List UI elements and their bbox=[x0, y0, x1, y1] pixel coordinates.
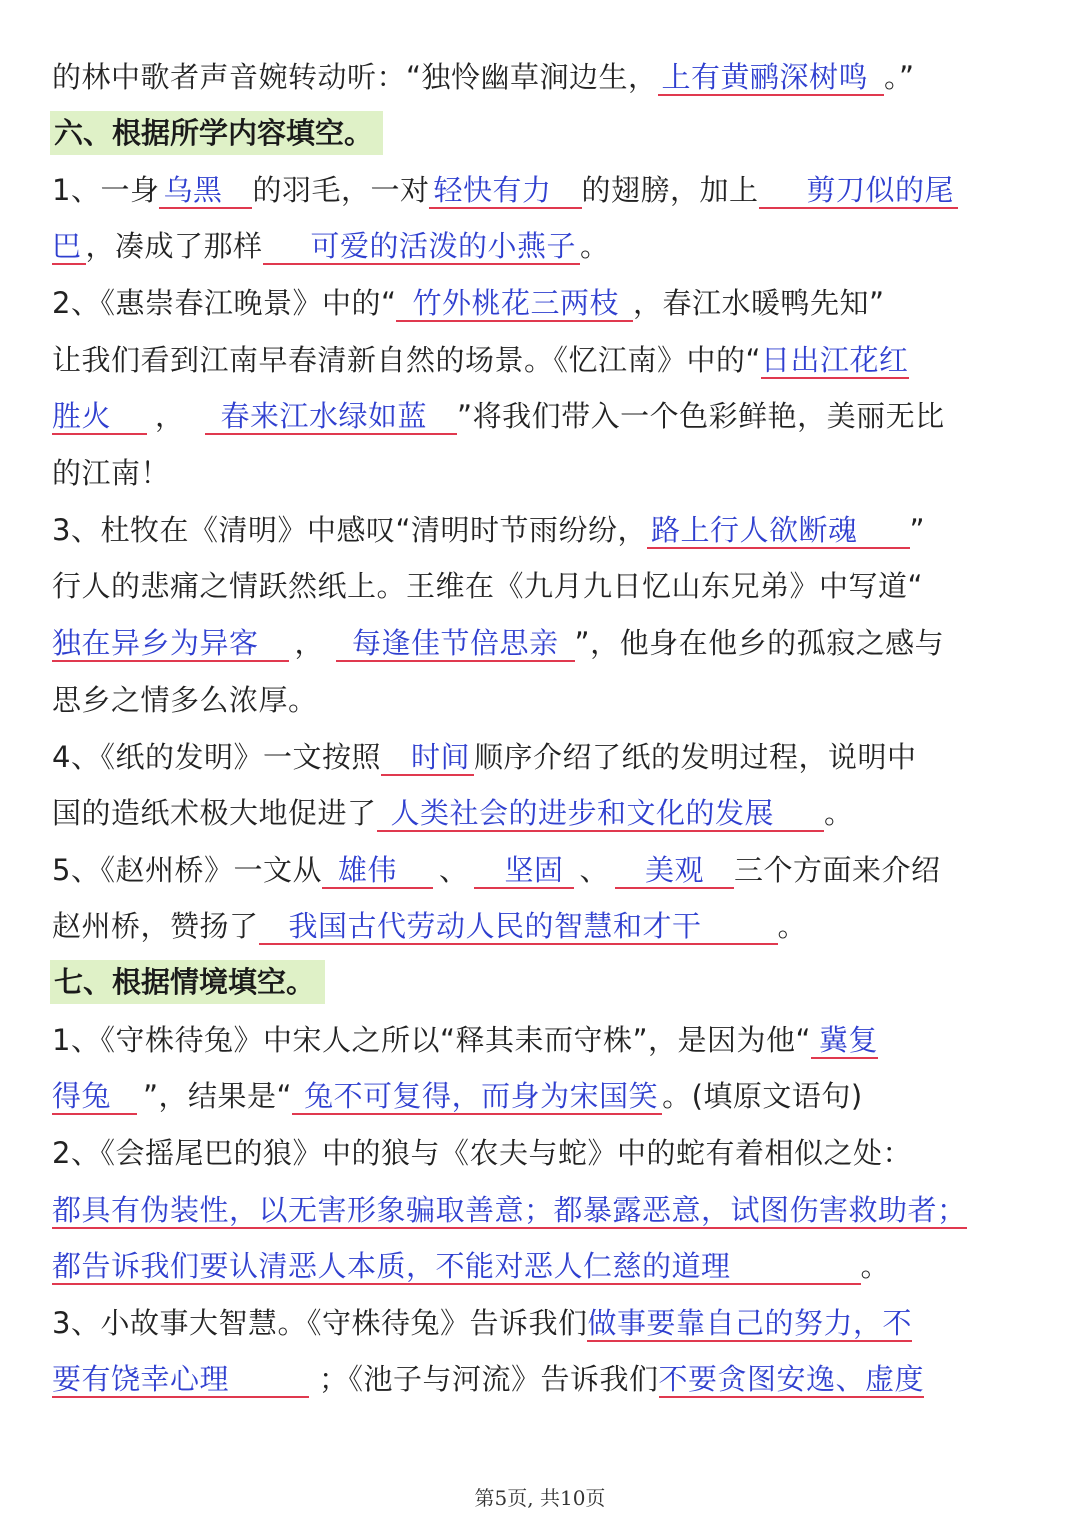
line-text: ”，结果是“ bbox=[143, 1079, 293, 1113]
answer-blank: 每逢佳节倍思亲 bbox=[336, 626, 575, 662]
line-text: ，凑成了那样 bbox=[85, 229, 263, 263]
text-line bbox=[52, 680, 318, 720]
answer-blank: 时间 bbox=[381, 740, 474, 776]
text-line bbox=[52, 623, 944, 663]
line-text: ；《池子与河流》告诉我们 bbox=[319, 1362, 659, 1396]
text-line bbox=[52, 283, 885, 323]
answer-blank: 上有黄鹂深树鸣 bbox=[658, 60, 885, 96]
text-line bbox=[52, 57, 915, 97]
text-line bbox=[52, 1076, 863, 1116]
answer-blank: 胜火 bbox=[52, 399, 147, 435]
text-line bbox=[52, 1359, 924, 1399]
line-text: 的翅膀，加上 bbox=[581, 173, 759, 207]
answer-blank: 竹外桃花三两枝 bbox=[396, 286, 633, 322]
line-text: 的林中歌者声音婉转动听：“独怜幽草涧边生， bbox=[52, 60, 658, 94]
text-line bbox=[52, 566, 923, 606]
line-text: 三个方面来介绍 bbox=[734, 853, 941, 887]
line-text: ” bbox=[909, 513, 926, 547]
text-line bbox=[52, 340, 909, 380]
answer-blank: 独在异乡为异客 bbox=[52, 626, 289, 662]
answer-blank: 人类社会的进步和文化的发展 bbox=[377, 796, 825, 832]
line-text: ”将我们带入一个色彩鲜艳，美丽无比 bbox=[457, 399, 945, 433]
line-text: 4、《纸的发明》一文按照 bbox=[52, 740, 381, 774]
answer-blank: 我国古代劳动人民的智慧和才干 bbox=[259, 909, 778, 945]
answer-blank: 剪刀似的尾 bbox=[759, 173, 959, 209]
text-line bbox=[52, 793, 854, 833]
text-line bbox=[52, 510, 925, 550]
line-text: 的羽毛，一对 bbox=[252, 173, 430, 207]
page-footer: 第5页, 共10页 bbox=[474, 1486, 606, 1510]
line-text: ”，他身在他乡的孤寂之感与 bbox=[574, 626, 945, 660]
text-line bbox=[52, 1303, 912, 1343]
answer-blank: 冀复 bbox=[811, 1023, 878, 1059]
answer-blank: 可爱的活泼的小燕子 bbox=[263, 229, 581, 265]
line-text: 。 bbox=[824, 796, 854, 830]
line-text: 5、《赵州桥》一文从 bbox=[52, 853, 322, 887]
text-line bbox=[52, 226, 610, 266]
answer-blank: 都具有伪装性，以无害形象骗取善意；都暴露恶意，试图伤害救助者； bbox=[52, 1193, 967, 1227]
line-text: 、 bbox=[438, 853, 469, 887]
text-line bbox=[52, 850, 941, 890]
line-text: 思乡之情多么浓厚。 bbox=[52, 683, 318, 717]
text-line bbox=[52, 1246, 890, 1286]
line-text: 。 bbox=[777, 909, 808, 943]
line-text: 国的造纸术极大地促进了 bbox=[52, 796, 377, 830]
line-text: 行人的悲痛之情跃然纸上。王维在《九月九日忆山东兄弟》中写道“ bbox=[52, 569, 924, 603]
line-text: ，春江水暖鸭先知” bbox=[633, 286, 885, 320]
line-text: 。 bbox=[860, 1249, 891, 1283]
text-line bbox=[52, 396, 945, 436]
text-line bbox=[52, 737, 916, 777]
line-text: 。 bbox=[580, 229, 610, 263]
answer-blank: 都告诉我们要认清恶人本质，不能对恶人仁慈的道理 bbox=[52, 1249, 861, 1285]
section-heading-six: 六、根据所学内容填空。 bbox=[50, 111, 383, 155]
answer-blank: 兔不可复得，而身为宋国笑 bbox=[292, 1079, 662, 1115]
answer-blank: 坚固 bbox=[474, 853, 573, 889]
answer-blank: 乌黑 bbox=[159, 173, 252, 209]
section-heading-seven: 七、根据情境填空。 bbox=[50, 960, 325, 1004]
answer-blank: 路上行人欲断魂 bbox=[647, 513, 910, 549]
line-text: 、 bbox=[579, 853, 610, 887]
answer-blank: 美观 bbox=[615, 853, 734, 889]
text-line bbox=[52, 1020, 878, 1060]
line-text: 1、《守株待兔》中宋人之所以“释其耒而守株”，是因为他“ bbox=[52, 1023, 812, 1057]
line-text: 3、杜牧在《清明》中感叹“清明时节雨纷纷， bbox=[52, 513, 647, 547]
line-text: 。” bbox=[884, 60, 915, 94]
text-line bbox=[52, 1133, 912, 1173]
answer-blank: 轻快有力 bbox=[429, 173, 581, 209]
text-line bbox=[52, 453, 170, 493]
line-text: 顺序介绍了纸的发明过程，说明中 bbox=[473, 740, 917, 774]
line-text: 1、一身 bbox=[52, 173, 160, 207]
line-text: 让我们看到江南早春清新自然的场景。《忆江南》中的“ bbox=[52, 343, 762, 377]
line-text: ， bbox=[294, 626, 325, 660]
answer-blank: 春来江水绿如蓝 bbox=[205, 399, 458, 435]
answer-blank: 得兔 bbox=[52, 1079, 137, 1115]
answer-blank: 日出江花红 bbox=[761, 343, 909, 377]
text-line bbox=[52, 1190, 967, 1230]
answer-blank: 不要贪图安逸、虚度 bbox=[658, 1362, 925, 1396]
answer-blank: 要有饶幸心理 bbox=[52, 1362, 309, 1398]
line-text: 。(填原文语句) bbox=[662, 1079, 863, 1113]
answer-blank: 雄伟 bbox=[322, 853, 433, 889]
line-text: 2、《惠崇春江晚景》中的“ bbox=[52, 286, 397, 320]
text-line bbox=[52, 170, 958, 210]
answer-blank: 巴 bbox=[52, 229, 86, 265]
line-text: 2、《会摇尾巴的狼》中的狼与《农夫与蛇》中的蛇有着相似之处： bbox=[52, 1136, 912, 1170]
line-text: 的江南！ bbox=[52, 456, 171, 490]
line-text: 3、小故事大智慧。《守株待兔》告诉我们 bbox=[52, 1306, 588, 1340]
text-line bbox=[52, 906, 807, 946]
answer-blank: 做事要靠自己的努力，不 bbox=[587, 1306, 912, 1340]
line-text: 赵州桥，赞扬了 bbox=[52, 909, 259, 943]
line-text: ， bbox=[155, 399, 185, 433]
